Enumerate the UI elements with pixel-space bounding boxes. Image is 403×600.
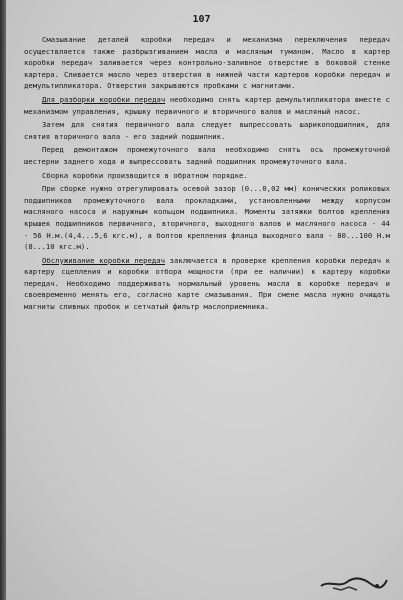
paragraph-maintenance <box>24 255 390 313</box>
paragraph-text: При сборке нужно отрегулировать осевой зазор (0...0,02 мм) конических роликовых подшипников промежуточного вала прокладками, установленными между корпусом масляного насоса и наружным кольцом подшипника. Моменты затяжки болтов крепления крышек подшипников первичного, вторичного, выходного валов и масляного насоса - 44 - 56 Н.м.(4,4...5,6 кгс.м), а болтов крепления фланца выходного вала - 80...100 Н.м (8...10 кгс.м). <box>24 184 390 252</box>
paragraph-assembly <box>24 170 390 182</box>
section-lead-maintenance: Обслуживание коробки передач <box>42 255 166 265</box>
binding-shadow <box>0 0 6 600</box>
page-number: 107 <box>192 14 211 25</box>
paragraph-text: необходимо снять картер демультипликатора вместе с механизмом управления, крышку первичного и вторичного валов и масляный насос. <box>24 94 390 116</box>
paragraph-text: Сборка коробки производится в обратном порядке. <box>42 170 248 180</box>
section-lead-disassembly: Для разборки коробки передач <box>42 94 166 104</box>
paragraph-lubrication <box>24 34 390 92</box>
paragraph-text: заключается в проверке крепления коробки передач к картеру сцепления и коробки отбора мощности (при ее наличии) к картеру коробки передач. Необходимо поддерживать нормальный уровень масла в коробке передач и своевременно менять его, согласно карте смазывания. При смене масла нужно очищать магниты сливных пробок и сетчатый фильтр маслоприемника. <box>24 255 391 312</box>
paragraph-adjustment <box>24 183 390 253</box>
paragraph-text: Затем для снятия первичного вала следует выпрессовать шарикоподшипник, для снятия вторичного вала - его задний подшипник. <box>24 120 390 141</box>
paragraph-primary-shaft <box>24 119 390 142</box>
ink-smudge <box>319 570 389 592</box>
paragraph-text: Смазывание деталей коробки передач и механизма переключения передач осуществляется также разбрызгиванием масла и масляным туманом. Масло в картер коробки передач заливается через контрольно-заливное отверстие в боковой стенке картера. Сливается масло через отверстия в нижней части картеров коробки передач и демультипликатора. Отверстия закрываются пробками с магнитами. <box>24 35 390 91</box>
paragraph-disassembly <box>24 94 390 117</box>
page-text <box>24 34 390 315</box>
paragraph-text: Перед демонтажом промежуточного вала необходимо снять ось промежуточной шестерни заднего хода и выпрессовать задний подшипник промежуточного вала. <box>24 145 390 166</box>
paragraph-intermediate-shaft <box>24 144 390 167</box>
